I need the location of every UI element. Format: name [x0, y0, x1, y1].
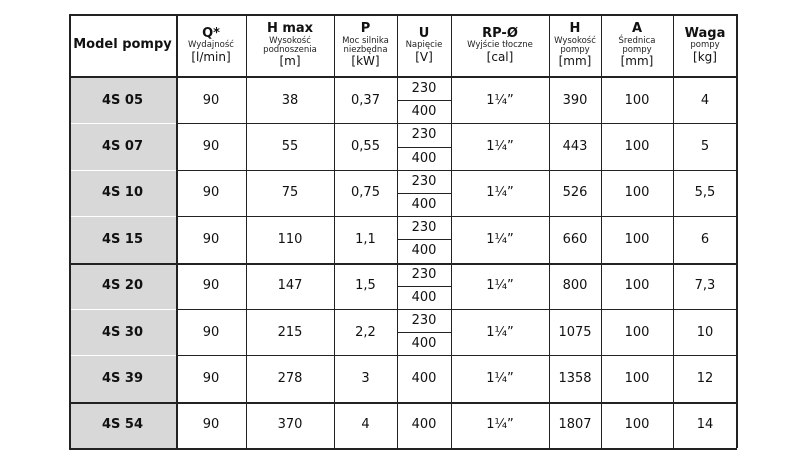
voltage-cell: 400: [411, 150, 437, 166]
header-title: Model pompy: [73, 37, 172, 53]
a-cell: 100: [624, 278, 650, 294]
header-name: Wyjście tłoczne: [467, 40, 533, 51]
header-waga: [673, 14, 737, 77]
rp-cell: 1¼”: [486, 92, 514, 108]
h-cell: 1358: [558, 371, 592, 387]
h-cell: 390: [562, 92, 588, 108]
column-divider: [673, 14, 674, 448]
a-cell: 100: [624, 417, 650, 433]
header-p: [334, 14, 397, 77]
header-name: Napięcie: [405, 40, 443, 51]
h-cell: 526: [562, 185, 588, 201]
voltage-divider: [397, 100, 451, 101]
header-unit: [mm]: [558, 54, 592, 69]
p-cell: 0,55: [351, 139, 380, 155]
hmax-cell: 75: [281, 185, 299, 201]
a-cell: 100: [624, 324, 650, 340]
hmax-cell: 278: [277, 371, 303, 387]
model-cell: 4S 30: [101, 324, 144, 340]
header-name: pompy: [690, 40, 720, 51]
q-cell: 90: [202, 278, 220, 294]
header-symbol: P: [360, 21, 371, 37]
header-symbol: U: [418, 26, 430, 42]
voltage-cell: 230: [411, 220, 437, 236]
h-cell: 660: [562, 231, 588, 247]
column-divider: [736, 14, 738, 448]
header-u: [397, 14, 451, 77]
q-cell: 90: [202, 92, 220, 108]
q-cell: 90: [202, 371, 220, 387]
hmax-cell: 215: [277, 324, 303, 340]
header-unit: [cal]: [486, 49, 514, 64]
header-name: Wysokość podnoszenia: [263, 35, 317, 56]
voltage-cell: 400: [411, 371, 437, 387]
model-cell: 4S 15: [101, 231, 144, 247]
row-divider: [176, 309, 737, 310]
waga-cell: 14: [696, 417, 714, 433]
hmax-cell: 147: [277, 278, 303, 294]
header-symbol: H max: [266, 21, 314, 37]
header-rp: [451, 14, 549, 77]
row-divider: [176, 355, 737, 356]
group-divider: [69, 402, 176, 404]
header-symbol: H: [569, 21, 581, 37]
column-divider: [397, 14, 398, 448]
a-cell: 100: [624, 139, 650, 155]
header-h: [549, 14, 601, 77]
header-unit: [kg]: [693, 49, 717, 64]
group-divider: [69, 448, 176, 450]
column-divider: [601, 14, 602, 448]
p-cell: 0,37: [351, 92, 380, 108]
voltage-divider: [397, 193, 451, 194]
p-cell: 4: [361, 417, 370, 433]
header-symbol: A: [631, 21, 643, 37]
header-unit: [kW]: [351, 54, 380, 69]
header-unit: [mm]: [620, 54, 654, 69]
header-a: [601, 14, 673, 77]
model-cell: 4S 07: [101, 139, 144, 155]
waga-cell: 6: [700, 231, 710, 247]
q-cell: 90: [202, 139, 220, 155]
waga-cell: 5,5: [694, 185, 716, 201]
column-divider: [549, 14, 550, 448]
column-divider: [451, 14, 452, 448]
rp-cell: 1¼”: [486, 139, 514, 155]
a-cell: 100: [624, 371, 650, 387]
q-cell: 90: [202, 324, 220, 340]
p-cell: 3: [361, 371, 370, 387]
header-symbol: Waga: [684, 26, 726, 42]
header-name: Wydajność: [188, 40, 234, 51]
model-cell: 4S 54: [101, 417, 144, 433]
voltage-cell: 400: [411, 417, 437, 433]
a-cell: 100: [624, 92, 650, 108]
q-cell: 90: [202, 417, 220, 433]
hmax-cell: 110: [277, 231, 303, 247]
voltage-cell: 230: [411, 81, 437, 97]
voltage-cell: 230: [411, 313, 437, 329]
voltage-cell: 230: [411, 266, 437, 282]
header-unit: [m]: [279, 54, 301, 69]
row-divider: [176, 123, 737, 124]
group-divider: [69, 263, 176, 265]
voltage-cell: 400: [411, 336, 437, 352]
voltage-divider: [397, 147, 451, 148]
hmax-cell: 38: [281, 92, 299, 108]
voltage-cell: 230: [411, 127, 437, 143]
voltage-cell: 400: [411, 197, 437, 213]
voltage-cell: 400: [411, 289, 437, 305]
column-divider: [246, 14, 247, 448]
p-cell: 1,1: [355, 231, 376, 247]
header-q: [176, 14, 246, 77]
p-cell: 1,5: [355, 278, 376, 294]
p-cell: 2,2: [355, 324, 376, 340]
voltage-cell: 230: [411, 173, 437, 189]
voltage-divider: [397, 332, 451, 333]
column-divider: [334, 14, 335, 448]
header-unit: [l/min]: [191, 49, 231, 64]
header-symbol: RP-Ø: [482, 26, 518, 42]
rp-cell: 1¼”: [486, 231, 514, 247]
rp-cell: 1¼”: [486, 278, 514, 294]
h-cell: 443: [562, 139, 588, 155]
pump-spec-table: [69, 14, 737, 453]
q-cell: 90: [202, 231, 220, 247]
header-unit: [V]: [415, 49, 433, 64]
rp-cell: 1¼”: [486, 185, 514, 201]
waga-cell: 12: [696, 371, 714, 387]
table-top-border: [69, 14, 737, 16]
a-cell: 100: [624, 231, 650, 247]
rp-cell: 1¼”: [486, 324, 514, 340]
voltage-cell: 400: [411, 104, 437, 120]
rp-cell: 1¼”: [486, 417, 514, 433]
header-symbol: Q*: [202, 26, 220, 42]
row-divider: [176, 263, 737, 265]
hmax-cell: 55: [281, 139, 299, 155]
row-divider: [176, 216, 737, 217]
header-name: Średnica pompy: [618, 35, 656, 56]
a-cell: 100: [624, 185, 650, 201]
model-cell: 4S 05: [101, 92, 144, 108]
header-model: [69, 14, 176, 77]
h-cell: 1075: [558, 324, 592, 340]
waga-cell: 4: [700, 92, 710, 108]
hmax-cell: 370: [277, 417, 303, 433]
h-cell: 800: [562, 278, 588, 294]
waga-cell: 10: [696, 324, 714, 340]
model-cell: 4S 10: [101, 185, 144, 201]
header-name: Wysokość pompy: [554, 35, 596, 56]
voltage-divider: [397, 239, 451, 240]
voltage-cell: 400: [411, 243, 437, 259]
column-divider: [176, 14, 178, 448]
waga-cell: 7,3: [694, 278, 716, 294]
p-cell: 0,75: [351, 185, 380, 201]
row-divider: [176, 402, 737, 404]
h-cell: 1807: [558, 417, 592, 433]
column-divider: [69, 14, 71, 448]
model-cell: 4S 20: [101, 278, 144, 294]
q-cell: 90: [202, 185, 220, 201]
row-divider: [176, 170, 737, 171]
header-divider: [69, 76, 737, 78]
voltage-divider: [397, 286, 451, 287]
model-cell: 4S 39: [101, 371, 144, 387]
header-hmax: [246, 14, 334, 77]
waga-cell: 5: [700, 139, 710, 155]
header-name: Moc silnika niezbędna: [342, 35, 389, 56]
rp-cell: 1¼”: [486, 371, 514, 387]
